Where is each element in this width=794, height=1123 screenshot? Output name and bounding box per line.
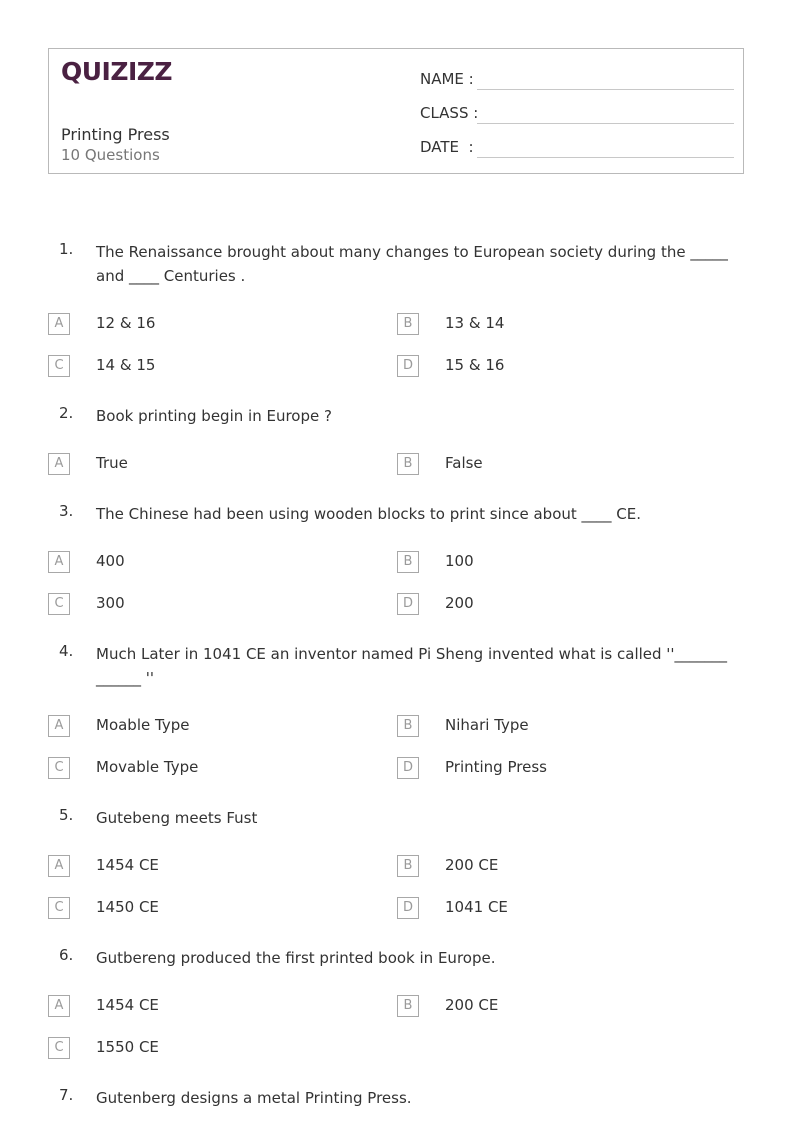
option-letter-box[interactable]: D xyxy=(397,355,419,377)
question-text: Gutbereng produced the first printed book in Europe. xyxy=(96,949,496,967)
option-letter-box[interactable]: D xyxy=(397,897,419,919)
option-letter-box[interactable]: D xyxy=(397,593,419,615)
option-text: 200 CE xyxy=(445,856,499,874)
worksheet-header xyxy=(48,48,744,174)
name-label: NAME : xyxy=(420,70,474,88)
question-number: 1. xyxy=(59,240,74,258)
option-letter-box[interactable]: C xyxy=(48,593,70,615)
option-text: 300 xyxy=(96,594,125,612)
question-number: 4. xyxy=(59,642,74,660)
option-letter-box[interactable]: B xyxy=(397,551,419,573)
option-text: Movable Type xyxy=(96,758,199,776)
question-number: 5. xyxy=(59,806,74,824)
date-line[interactable] xyxy=(477,157,734,158)
option-text: 1454 CE xyxy=(96,856,159,874)
question-number: 7. xyxy=(59,1086,74,1104)
option-text: 1450 CE xyxy=(96,898,159,916)
option-text: Nihari Type xyxy=(445,716,529,734)
option-text: 13 & 14 xyxy=(445,314,505,332)
option-letter-box[interactable]: C xyxy=(48,897,70,919)
date-field[interactable] xyxy=(420,134,734,158)
option-text: 1454 CE xyxy=(96,996,159,1014)
option-text: 1041 CE xyxy=(445,898,508,916)
option-text: 14 & 15 xyxy=(96,356,156,374)
date-label: DATE : xyxy=(420,138,474,156)
option-text: 100 xyxy=(445,552,474,570)
option-letter-box[interactable]: A xyxy=(48,995,70,1017)
option-letter-box[interactable]: B xyxy=(397,715,419,737)
option-text: 400 xyxy=(96,552,125,570)
option-text: 15 & 16 xyxy=(445,356,505,374)
class-line[interactable] xyxy=(477,123,734,124)
option-text: Printing Press xyxy=(445,758,547,776)
class-label: CLASS : xyxy=(420,104,479,122)
option-letter-box[interactable]: A xyxy=(48,715,70,737)
question-number: 2. xyxy=(59,404,74,422)
option-letter-box[interactable]: D xyxy=(397,757,419,779)
class-field[interactable] xyxy=(420,100,734,124)
option-letter-box[interactable]: A xyxy=(48,453,70,475)
question-text: The Chinese had been using wooden blocks to print since about ____ CE. xyxy=(96,505,642,523)
option-letter-box[interactable]: A xyxy=(48,551,70,573)
worksheet-title: Printing Press xyxy=(61,125,170,144)
quizizz-logo: QUIZIZZ xyxy=(61,57,173,86)
option-text: Moable Type xyxy=(96,716,190,734)
option-letter-box[interactable]: C xyxy=(48,355,70,377)
option-text: False xyxy=(445,454,483,472)
name-line[interactable] xyxy=(477,89,734,90)
question-text: The Renaissance brought about many changes to European society during the _____ and ____ Centuries . xyxy=(96,243,728,285)
question-text: Gutenberg designs a metal Printing Press. xyxy=(96,1089,412,1107)
option-letter-box[interactable]: B xyxy=(397,453,419,475)
option-text: True xyxy=(96,454,128,472)
option-letter-box[interactable]: A xyxy=(48,313,70,335)
option-letter-box[interactable]: C xyxy=(48,1037,70,1059)
option-letter-box[interactable]: B xyxy=(397,855,419,877)
question-number: 6. xyxy=(59,946,74,964)
question-text: Gutebeng meets Fust xyxy=(96,809,258,827)
question-count: 10 Questions xyxy=(61,146,160,164)
option-letter-box[interactable]: B xyxy=(397,313,419,335)
option-text: 1550 CE xyxy=(96,1038,159,1056)
name-field[interactable] xyxy=(420,66,734,90)
option-text: 200 xyxy=(445,594,474,612)
question-number: 3. xyxy=(59,502,74,520)
option-letter-box[interactable]: C xyxy=(48,757,70,779)
option-letter-box[interactable]: A xyxy=(48,855,70,877)
question-text: Much Later in 1041 CE an inventor named Pi Sheng invented what is called ''_______ ______ '' xyxy=(96,645,728,687)
option-letter-box[interactable]: B xyxy=(397,995,419,1017)
option-text: 200 CE xyxy=(445,996,499,1014)
option-text: 12 & 16 xyxy=(96,314,156,332)
question-text: Book printing begin in Europe ? xyxy=(96,407,332,425)
